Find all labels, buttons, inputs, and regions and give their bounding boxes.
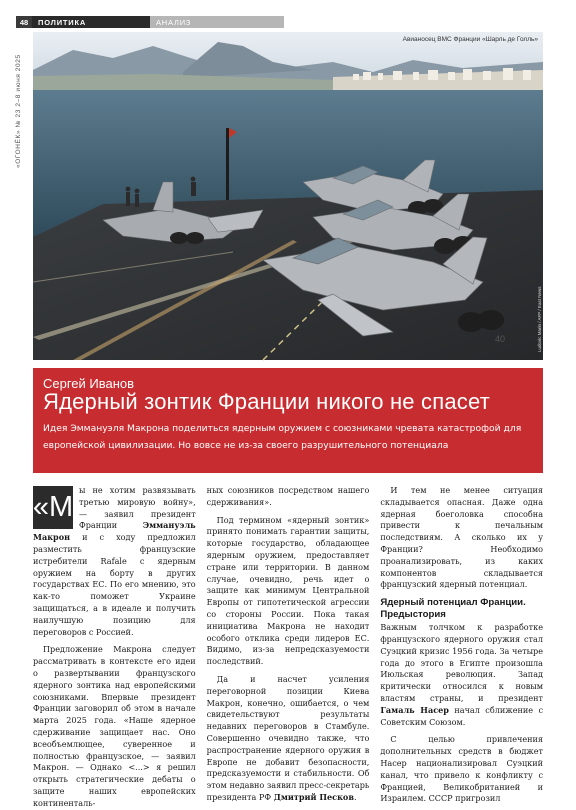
text-run: ы не хотим развязывать третью мировую войну», — заявил президент Франции (79, 485, 196, 531)
section-header (16, 16, 284, 28)
text-column-1 (32, 485, 196, 808)
aircraft-carrier-photo (33, 32, 543, 360)
svg-text:40: 40 (495, 334, 506, 344)
drop-cap: «М (33, 486, 73, 529)
text-run: начал сближение с Советским Союзом. (380, 704, 544, 727)
photo-caption: Авианосец ВМС Франции «Шарль де Голль» (402, 36, 538, 43)
headline-panel (33, 368, 543, 473)
photo-credit-text: Ludovic Marin / AFP / East News (537, 286, 542, 352)
article-title: Ядерный зонтик Франции никого не спасет (43, 389, 490, 414)
author-name: Сергей Иванов (43, 376, 135, 391)
paragraph (33, 485, 196, 638)
subheading: Ядерный потенциал Франции. Предыстория (380, 597, 526, 621)
paragraph: Предложение Макрона следует рассматривать в контексте его идеи о развертывании французского ядерного зонтика над европейскими союзниками. Впервые президент Франции заговорил об этом в начале марта 2025 года. «Наше ядерное сдерживание защищает нас. Оно всеобъемлющее, суверенное и полностью французское, — заявил Макрон. — Однако <...> я решил открыть стратегические дебаты о защите наших европейских континенталь- (33, 644, 196, 808)
text-column-3 (380, 485, 544, 804)
paragraph: ных союзников посредством нашего сдерживания». (206, 485, 370, 507)
text-run: и с ходу предложил разместить французские истребители Rafale с ядерным оружием на борту в других государствах ЕС. По его мнению, это как-то поможет Украине защищаться, а в идеале и получить наилучшую позицию для переговоров с Россией. (33, 532, 196, 637)
page-number: 48 (16, 16, 32, 28)
section-subrubric: АНАЛИЗ (150, 16, 284, 28)
text-run: Да и насчет усиления переговорной позиции Киева Макрон, конечно, ошибается, о чем свидетельствуют результаты недавних переговоров в Стамбуле. Совершенно очевидно также, что распространение ядерного оружия в Европе не добавит безопасности, предсказуемости и стабильности. Об этом недавно заявил пресс-секретарь президента РФ (206, 673, 370, 802)
text-run: . (353, 791, 357, 802)
issue-info: «ОГОНЁК» № 23 2–8 июня 2025 (15, 54, 22, 168)
hero-photo (33, 32, 543, 360)
person-name: Дмитрий Песков (273, 791, 354, 802)
paragraph (207, 674, 370, 804)
section-rubric: ПОЛИТИКА (32, 16, 150, 28)
person-name: Эммануэль Макрон (33, 520, 196, 543)
person-name: Гамаль Насер (380, 704, 449, 715)
text-column-2 (206, 485, 370, 802)
paragraph (380, 622, 543, 728)
paragraph: Под термином «ядерный зонтик» принято понимать гарантии защиты, которые государство, обладающее ядерным оружием, предоставляет стране или территории. В данном случае, очевидно, речь идет о защите как минимум Центральной Европы от гипотетической агрессии со стороны России. Пока такая инициатива Макрона не находит особого отклика среди лидеров ЕС. Видимо, из-за непредсказуемости последствий. (206, 514, 370, 667)
text-run: Важным толчком к разработке французского ядерного оружия стал Суэцкий кризис 1956 года. За четыре года до этого в Египте произошла Июльская революция. Запад критически относился к новым властям страны, и президент (380, 622, 544, 703)
paragraph: И тем не менее ситуация складывается опасная. Даже одна ядерная боеголовка способна привести к печальным последствиям. А сколько их у Франции? Необходимо проанализировать, из каких компонентов складывается французский ядерный потенциал. (380, 485, 544, 590)
article-body (32, 485, 544, 808)
paragraph: С целью привлечения дополнительных средств в бюджет Насер национализировал Суэцкий канал, что привело к конфликту с Францией, Великобританией и Израилем. СССР пригрозил (380, 734, 544, 804)
article-lead: Идея Эммануэля Макрона поделиться ядерным оружием с союзниками чревата катастрофой для европейской цивилизации. Но вовсе не из-за своего разрушительного потенциала (43, 423, 522, 451)
